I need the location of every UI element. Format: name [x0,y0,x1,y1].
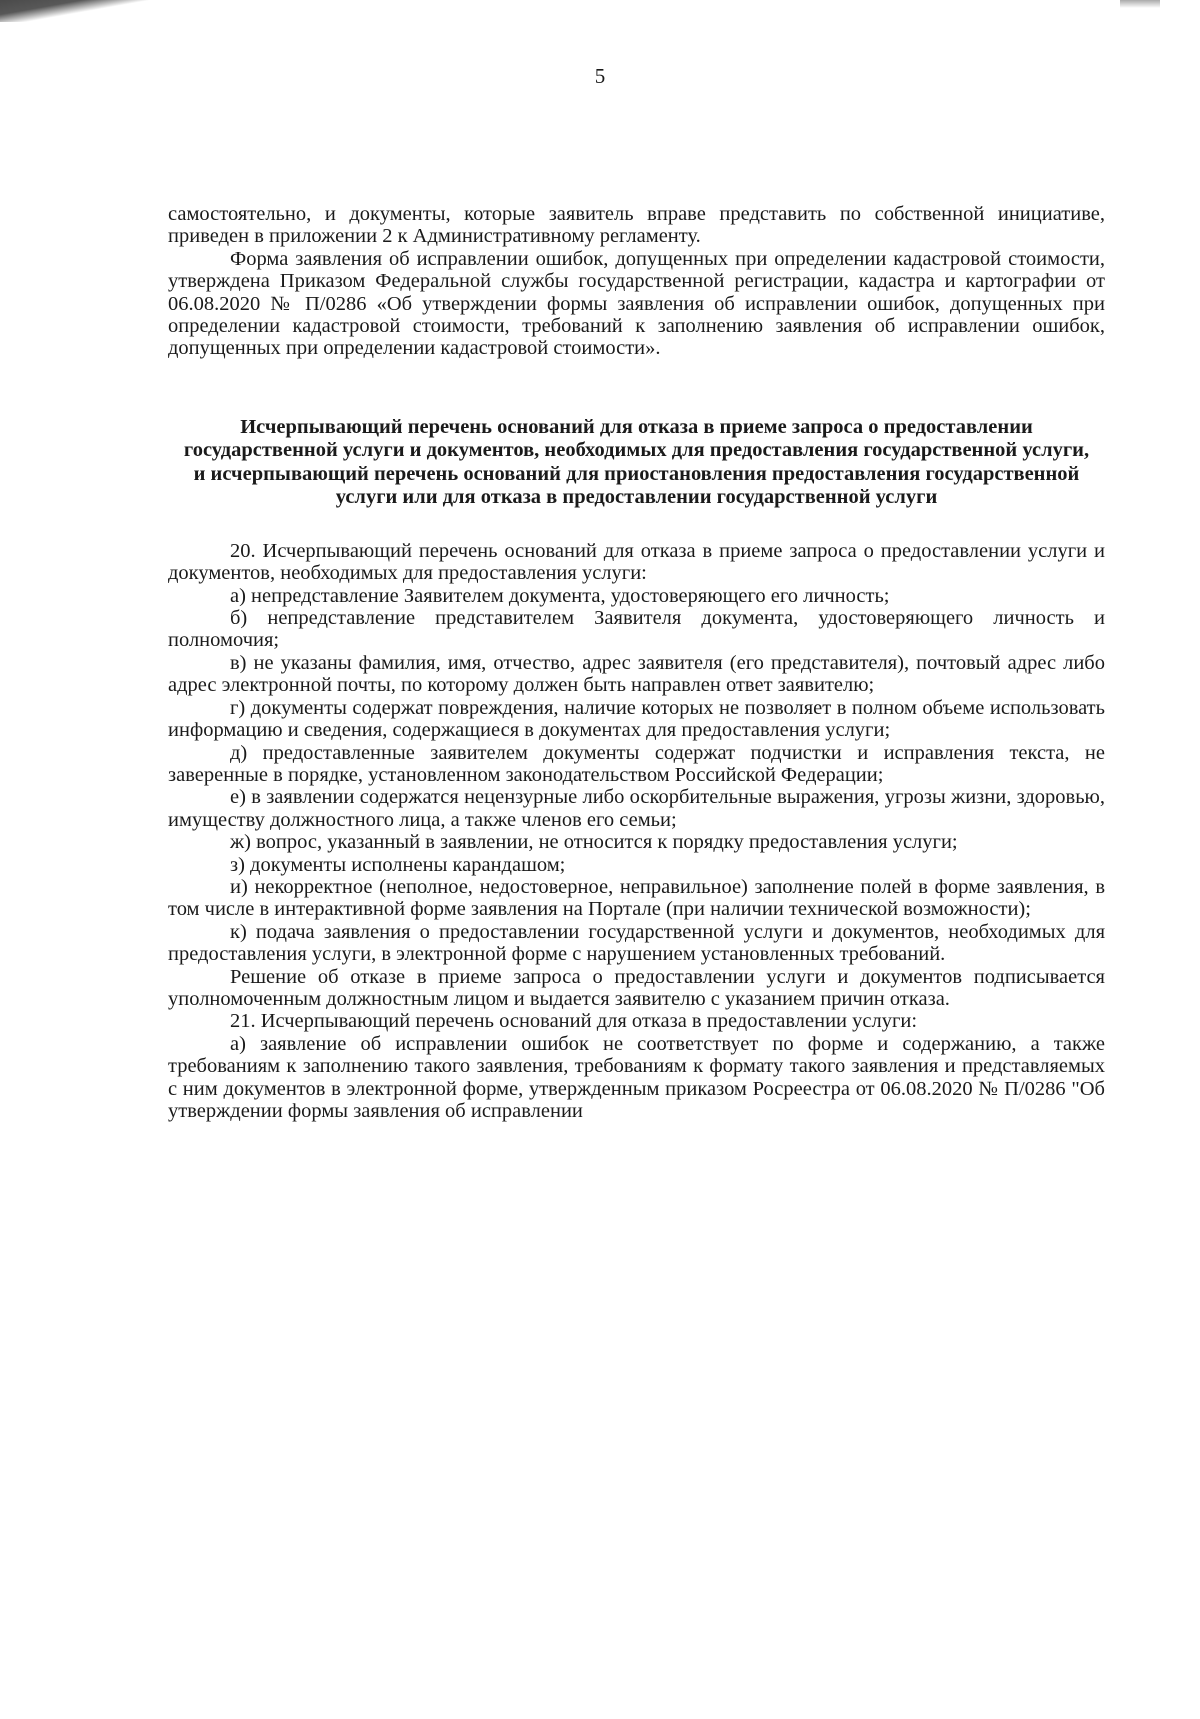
intro-paragraph-1: самостоятельно, и документы, которые заявитель вправе представить по собственной инициативе, приведен в приложении 2 к Административному регламенту. [168,203,1105,248]
item-20-g: г) документы содержат повреждения, наличие которых не позволяет в полном объеме использовать информацию и сведения, содержащиеся в документах для предоставления услуги; [168,696,1105,742]
item-21-a: а) заявление об исправлении ошибок не соответствует по форме и содержанию, а также требованиям к заполнению такого заявления, требованиям к формату такого заявления и представляемых с ним документов в электронной форме, утвержденным приказом Росреестра от 06.08.2020 № П/0286 "Об утверждении формы заявления об исправлении [168,1032,1105,1122]
item-20-k: к) подача заявления о предоставлении государственной услуги и документов, необходимых для предоставления услуги, в электронной форме с нарушением установленных требований. [168,920,1105,966]
item-20-d: д) предоставленные заявителем документы содержат подчистки и исправления текста, не заверенные в порядке, установленном законодательством Российской Федерации; [168,741,1105,786]
item-20-decision: Решение об отказе в приеме запроса о предоставлении услуги и документов подписывается уполномоченным должностным лицом и выдается заявителю с указанием причин отказа. [168,965,1105,1010]
document-body [168,203,1105,1122]
section-heading: Исчерпывающий перечень оснований для отказа в приеме запроса о предоставлении государственной услуги и документов, необходимых для предоставления государственной услуги, и исчерпывающий перечень оснований для приостановления предоставления государственной услуги или для отказа в предоставлении государственной услуги [183,415,1090,509]
item-20-zh: ж) вопрос, указанный в заявлении, не относится к порядку предоставления услуги; [230,831,958,854]
item-20-b: б) непредставление представителем Заявителя документа, удостоверяющего личность и полномочия; [168,607,1105,652]
item-20-v: в) не указаны фамилия, имя, отчество, адрес заявителя (его представителя), почтовый адрес либо адрес электронной почты, по которому должен быть направлен ответ заявителю; [168,651,1105,697]
item-20-e: е) в заявлении содержатся нецензурные либо оскорбительные выражения, угрозы жизни, здоровью, имуществу должностного лица, а также членов его семьи; [168,786,1105,831]
item-21-intro: 21. Исчерпывающий перечень оснований для отказа в предоставлении услуги: [230,1010,918,1033]
scan-shadow-top-left [0,0,150,22]
intro-paragraph-2: Форма заявления об исправлении ошибок, допущенных при определении кадастровой стоимости, утверждена Приказом Федеральной службы государственной регистрации, кадастра и картографии от 06.08.2020 № П/0286 «Об утверждении формы заявления об исправлении ошибок, допущенных при определении кадастровой стоимости, требований к заполнению заявления об исправлении ошибок, допущенных при определении кадастровой стоимости». [168,247,1105,360]
item-20-intro: 20. Исчерпывающий перечень оснований для отказа в приеме запроса о предоставлении услуги и документов, необходимых для предоставления услуги: [168,539,1105,585]
item-20-i: и) некорректное (неполное, недостоверное, неправильное) заполнение полей в форме заявления, в том числе в интерактивной форме заявления на Портале (при наличии технической возможности); [168,875,1105,921]
item-20-z: з) документы исполнены карандашом; [230,853,566,876]
scan-shadow-top-right [1120,0,1160,8]
page-number: 5 [594,64,606,88]
item-20-a: а) непредставление Заявителем документа, удостоверяющего его личность; [230,584,890,607]
